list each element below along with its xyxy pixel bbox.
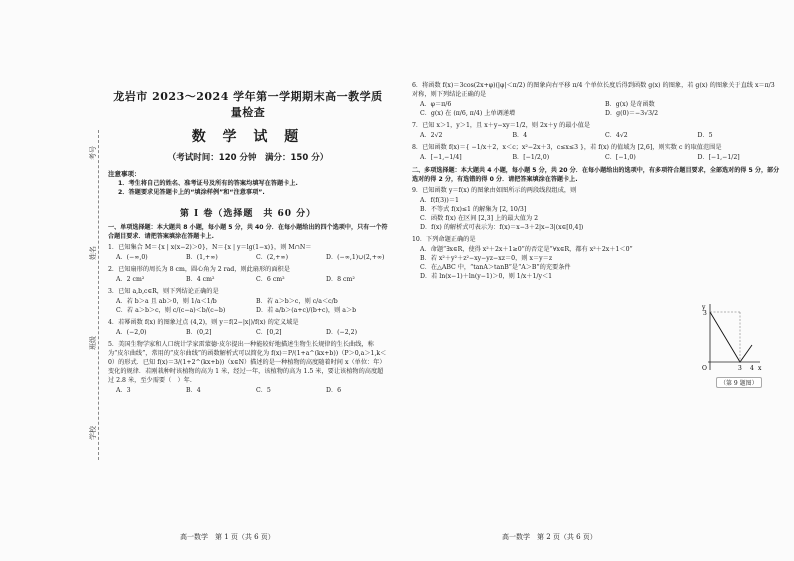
origin-label: O: [702, 365, 707, 372]
left-content: [108, 88, 388, 399]
answer-option: B．g(x) 是奇函数: [605, 100, 655, 108]
answer-option: C．函数 f(x) 在区间 [2,3] 上的最大值为 2: [420, 215, 539, 223]
note-item: 2．答题要求见答题卡上的“填涂样例”和“注意事项”.: [118, 189, 265, 197]
question-options: [108, 298, 388, 316]
exam-title: 龙岩市 2023～2024 学年第一学期期末高一教学质量检查: [113, 90, 383, 119]
question-options: [412, 246, 702, 282]
answer-option: A．3: [116, 386, 131, 394]
question-stem: 10．下列命题正确的是: [412, 236, 476, 244]
answer-option: A．2 cm²: [116, 275, 145, 283]
question-stem: 1．已知集合 M＝{x | x(x−2)＞0}，N＝{x | y＝lg(1−x)}，则 M∩N＝: [108, 244, 312, 251]
question-options: [108, 329, 388, 338]
subject-title: 数 学 试 题: [191, 129, 305, 145]
answer-option: C．在△ABC 中，“tanA＞tanB”是“A＞B”的充要条件: [420, 264, 571, 272]
answer-option: C．6 cm²: [256, 275, 285, 283]
question-9-figure: [698, 300, 764, 372]
answer-option: C．[0,2]: [256, 328, 282, 336]
question-stem: 4．若幂函数 f(x) 的图象过点 (4,2)，则 y＝f(2−|x|)/f(x) 的定义域是: [108, 318, 299, 326]
y-tick-3-label: 3: [703, 310, 707, 317]
answer-option: A．f(f(3))＝1: [420, 197, 459, 205]
answer-option: B．4: [512, 131, 528, 139]
binding-strip: [70, 130, 110, 460]
tick-3-label: 3: [738, 365, 742, 372]
tick-4-label: 4: [750, 365, 754, 372]
answer-option: A．φ＝π/6: [420, 100, 452, 108]
right-question-list-2: [412, 187, 702, 282]
question-stem: 5．美国生物学家和人口统计学家雷蒙德·皮尔提出一种能较好地描述生物生长规律的生长曲线，称为“皮尔曲线”，常用的“皮尔曲线”的函数解析式可以简化为 f(x)＝P/(1+a^(kx+b))（P＞0,a＞1,k＜0）的形式．已知 f(x)＝3/(1+2^(kx+b))（x∈N）描述的是一种植物的高度随着时间 x（单位：年）变化的规律．若刚栽种时该植物的高为 1 米，经过一年，该植物的高为 1.5 米，要让该植物的高度超过 2.8 米，至少需要（ ）年.: [108, 340, 387, 384]
answer-option: A．(−∞,0): [116, 253, 148, 261]
answer-option: B．若 x²＋y²＋z²−xy−yz−xz＝0，则 x＝y＝z: [420, 255, 553, 263]
question-stem: 8．已知函数 f(x)＝{ −1/x＋2，x＜c；x²−2x＋3，c≤x≤3 }，若 f(x) 的值域为 [2,6]，则实数 c 的取值范围是: [412, 143, 722, 151]
x-label: x: [758, 365, 762, 372]
question-options: [108, 254, 388, 263]
page-footer: 高一数学 第 1 页（共 6 页）: [180, 533, 275, 541]
answer-option: D．6: [326, 386, 342, 394]
binding-label-id: 考号: [89, 146, 97, 160]
notes-title: 注意事项：: [108, 170, 141, 178]
answer-option: C．4√2: [605, 131, 628, 139]
answer-option: D．g(0)＝−3√3/2: [605, 109, 659, 117]
answer-option: D．8 cm²: [326, 275, 355, 283]
answer-option: C．[−1,0): [605, 153, 636, 161]
question-options: [412, 197, 702, 233]
answer-option: D．若 a/b＞(a+c)/(b+c)，则 a＞b: [256, 306, 357, 314]
question-stem: 6．将函数 f(x)＝3cos(2x+φ)(|φ|＜π/2) 的图象向右平移 π/4 个单位长度后得到函数 g(x) 的图象，若 g(x) 的图象关于直线 x＝π/3 对称，则下列结论正确的是: [412, 82, 775, 98]
question-options: [108, 387, 388, 396]
left-question-list: [108, 244, 388, 396]
binding-dashed-line: [98, 130, 99, 460]
answer-option: B．若 a＞b＞c，则 c/a＜c/b: [256, 297, 338, 305]
section-2-heading: 二、多项选择题：本大题共 4 小题，每小题 5 分，共 20 分．在每小题给出的选项中，有多项符合题目要求，全部选对的得 5 分，部分选对的得 2 分，有选错的得 0 分．请把答案填涂在答题卡上.: [412, 166, 780, 184]
binding-label-name: 姓名: [89, 246, 97, 260]
answer-option: A．(−2,0): [116, 328, 147, 336]
answer-option: D．若 ln(x−1)＋ln(y−1)＞0，则 1/x＋1/y＜1: [420, 273, 553, 281]
answer-option: B．(0,2]: [186, 328, 212, 336]
answer-option: D．[−1,−1/2]: [697, 153, 740, 161]
question-options: [412, 132, 782, 141]
answer-option: B．4 cm²: [186, 275, 215, 283]
question-options: [412, 154, 782, 163]
answer-option: D．f(x) 的解析式可表示为：f(x)＝x−3＋2|x−3|(x∈[0,4]): [420, 224, 584, 232]
answer-option: A．[−1,−1/4]: [420, 153, 462, 161]
volume-title: 第 I 卷（选择题 共 60 分）: [179, 208, 317, 219]
question-stem: 2．已知扇形的周长为 8 cm，圆心角为 2 rad，则此扇形的面积是: [108, 265, 290, 273]
answer-option: C．(2,+∞): [256, 253, 288, 261]
answer-option: C．5: [256, 386, 271, 394]
answer-option: C．若 a＞b＞c，则 c/(c−a)＜b/(c−b): [116, 306, 226, 314]
figure-caption: （第 9 题图）: [716, 377, 762, 388]
exam-info: （考试时间：120 分钟 满分：150 分）: [167, 153, 329, 163]
binding-label-class: 班级: [89, 336, 97, 350]
answer-option: A．命题“∃x∈R，使得 x²＋2x＋1≥0”的否定是“∀x∈R，都有 x²＋2x＋1＜0”: [420, 246, 633, 254]
question-stem: 9．已知函数 y＝f(x) 的图象由如图所示的两段线段组成，则: [412, 187, 577, 195]
answer-option: A．若 b＞a 且 ab＞0，则 1/a＜1/b: [116, 297, 217, 305]
right-question-list: [412, 82, 782, 163]
binding-label-school: 学校: [89, 426, 97, 440]
answer-option: B．不等式 f(x)≤1 的解集为 [2, 10/3]: [420, 206, 527, 214]
section-1-heading: 一、单项选择题：本大题共 8 小题，每小题 5 分，共 40 分．在每小题给出的四个选项中，只有一个符合题目要求．请把答案填涂在答题卡上.: [108, 223, 388, 240]
right-page: [398, 0, 794, 561]
answer-option: D．5: [697, 131, 713, 139]
page-footer: 高一数学 第 2 页（共 6 页）: [502, 533, 597, 541]
question-options: [412, 101, 782, 119]
answer-option: B．[−1/2,0): [512, 153, 550, 161]
answer-option: C．g(x) 在 (π/6, π/4) 上单调递增: [420, 109, 516, 117]
answer-option: D．(−2,2): [326, 328, 358, 336]
answer-option: B．(1,+∞): [186, 253, 218, 261]
question-stem: 3．已知 a,b,c∈R，则下列结论正确的是: [108, 287, 219, 295]
answer-option: A．2√2: [420, 131, 443, 139]
note-item: 1．考生将自己的姓名、准考证号及所有的答案均填写在答题卡上.: [118, 180, 298, 187]
answer-option: B．4: [186, 386, 201, 394]
question-options: [108, 276, 388, 285]
answer-option: D．(−∞,1)∪(2,+∞): [326, 253, 385, 261]
right-content: [412, 82, 782, 285]
function-segments: [710, 312, 752, 362]
question-stem: 7．已知 x＞1，y＞1，且 x＋y−xy＝1/2，则 2x＋y 的最小值是: [412, 121, 591, 129]
y-label: y: [702, 304, 706, 311]
